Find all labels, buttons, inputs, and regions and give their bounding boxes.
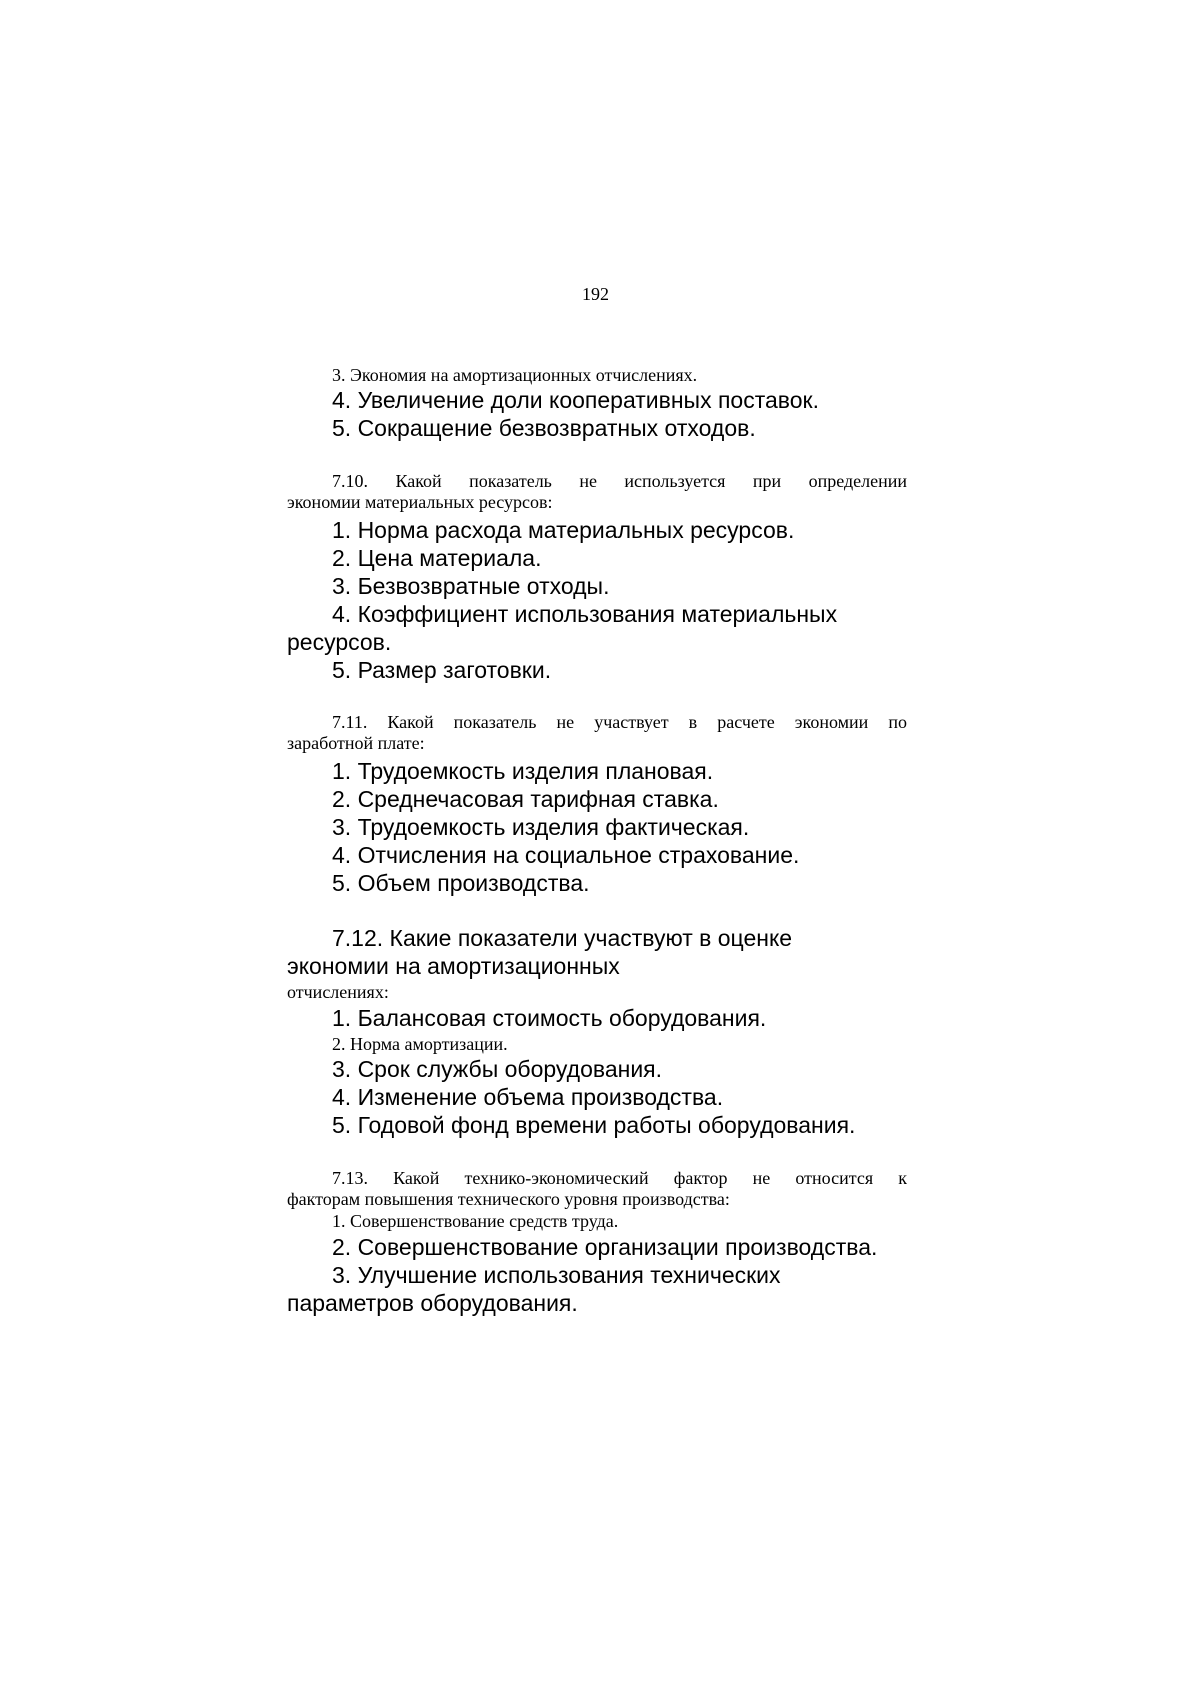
list-item: 1. Трудоемкость изделия плановая.	[332, 758, 714, 784]
list-item: 5. Объем производства.	[332, 870, 590, 896]
question-7-12-continuation: экономии на амортизационных	[287, 953, 620, 979]
list-item: 4. Отчисления на социальное страхование.	[332, 842, 800, 868]
list-item: 4. Изменение объема производства.	[332, 1084, 724, 1110]
list-item-continuation: параметров оборудования.	[287, 1290, 578, 1316]
question-7-11-continuation: заработной плате:	[287, 733, 425, 753]
question-7-13: 7.13. Какой технико-экономический фактор не относится к	[332, 1168, 907, 1188]
list-item: 2. Совершенствование организации производства.	[332, 1234, 878, 1260]
list-item: 5. Годовой фонд времени работы оборудования.	[332, 1112, 856, 1138]
list-item: 4. Увеличение доли кооперативных поставок.	[332, 387, 819, 413]
list-item: 1. Норма расхода материальных ресурсов.	[332, 517, 795, 543]
list-item-continuation: ресурсов.	[287, 629, 392, 655]
list-item: 2. Среднечасовая тарифная ставка.	[332, 786, 719, 812]
list-item: 3. Экономия на амортизационных отчислениях.	[332, 365, 698, 385]
question-7-10-continuation: экономии материальных ресурсов:	[287, 492, 553, 512]
list-item: 3. Безвозвратные отходы.	[332, 573, 610, 599]
list-item: 2. Цена материала.	[332, 545, 542, 571]
question-7-12-continuation: отчислениях:	[287, 982, 389, 1002]
list-item: 1. Балансовая стоимость оборудования.	[332, 1005, 767, 1031]
question-7-11: 7.11. Какой показатель не участвует в расчете экономии по	[332, 712, 907, 732]
question-7-13-continuation: факторам повышения технического уровня производства:	[287, 1189, 730, 1209]
list-item: 1. Совершенствование средств труда.	[332, 1211, 619, 1231]
list-item: 3. Улучшение использования технических	[332, 1262, 781, 1288]
page-number: 192	[582, 284, 609, 304]
list-item: 3. Срок службы оборудования.	[332, 1056, 663, 1082]
list-item: 5. Сокращение безвозвратных отходов.	[332, 415, 756, 441]
list-item: 5. Размер заготовки.	[332, 657, 552, 683]
question-7-12: 7.12. Какие показатели участвуют в оценке	[332, 925, 793, 951]
list-item: 2. Норма амортизации.	[332, 1034, 508, 1054]
list-item: 4. Коэффициент использования материальных	[332, 601, 838, 627]
question-7-10: 7.10. Какой показатель не используется при определении	[332, 471, 907, 491]
list-item: 3. Трудоемкость изделия фактическая.	[332, 814, 750, 840]
